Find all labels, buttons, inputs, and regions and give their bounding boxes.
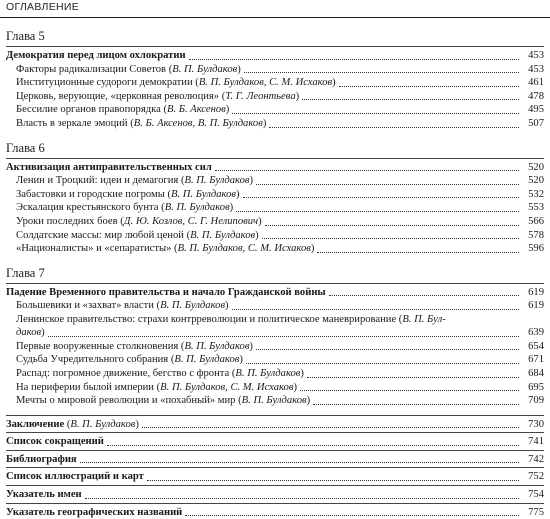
open-paren: ( <box>127 117 134 129</box>
open-paren: ( <box>64 418 71 430</box>
entry-divider <box>6 432 544 433</box>
dot-leader <box>313 394 519 405</box>
toc-entry[interactable] <box>6 381 544 395</box>
closing-paren: ) <box>239 354 243 366</box>
entry-authors: В. П. Булдаков, С. М. Исхаков <box>160 381 294 393</box>
dot-leader <box>185 505 519 516</box>
toc-entry[interactable] <box>6 174 544 188</box>
toc-entry[interactable] <box>6 188 544 202</box>
entry-authors: В. П. Булдаков <box>174 354 240 366</box>
dot-leader <box>307 367 519 378</box>
entry-authors: В. П. Булдаков, С. М. Исхаков <box>198 77 333 89</box>
entry-authors: В. П. Булдаков <box>235 367 301 379</box>
toc-entry[interactable] <box>6 90 544 104</box>
entry-title: Солдатские массы: мир любой ценой <box>16 229 184 241</box>
open-paren: ( <box>178 340 185 352</box>
entry-title: Ленин и Троцкий: идеи и демагогия <box>16 175 179 187</box>
entry-title: Заключение <box>6 418 65 430</box>
entry-title: Большевики и «захват» власти <box>16 300 154 312</box>
page-number: 752 <box>528 471 544 483</box>
open-paren: ( <box>158 202 165 214</box>
dot-leader <box>80 452 519 463</box>
closing-paren: ) <box>258 215 262 227</box>
dot-leader <box>232 299 519 310</box>
entry-title: На периферии былой империи <box>16 381 154 393</box>
dot-leader <box>142 417 519 428</box>
entry-title: Ленинское правительство: страхи контрреволюции и политическое маневрирование ( <box>16 313 403 325</box>
page-number: 578 <box>528 229 544 241</box>
closing-paren: ) <box>332 77 336 89</box>
entry-title: «Националисты» и «сепаратисты» <box>16 243 172 255</box>
dot-leader <box>339 76 519 87</box>
open-paren: ( <box>168 354 175 366</box>
spacer <box>6 131 544 139</box>
page-number: 619 <box>528 286 544 298</box>
toc-back-matter-entry[interactable] <box>6 418 544 432</box>
spacer <box>6 408 544 414</box>
dot-leader <box>215 160 519 171</box>
toc-entry[interactable] <box>6 117 544 131</box>
page-number: 461 <box>528 77 544 89</box>
entry-divider <box>6 450 544 451</box>
toc-entry[interactable] <box>6 215 544 229</box>
toc-entry[interactable] <box>6 103 544 117</box>
entry-divider <box>6 415 544 416</box>
entry-text <box>16 90 299 104</box>
entry-title: Уроки последних боев <box>16 215 118 227</box>
toc-back-matter-entry[interactable] <box>6 453 544 467</box>
dot-leader <box>329 285 519 296</box>
open-paren: ( <box>219 90 226 102</box>
toc-entry[interactable] <box>6 63 544 77</box>
table-of-contents <box>6 27 544 519</box>
closing-paren: ) <box>310 243 315 255</box>
entry-title: Факторы радикализации Советов <box>16 63 167 75</box>
page-number: 730 <box>528 418 544 430</box>
dot-leader <box>269 117 519 128</box>
entry-text <box>6 506 182 519</box>
entry-authors: Т. Г. Леонтьева <box>225 90 296 102</box>
page-number: 520 <box>528 161 544 173</box>
entry-title: Мечты о мировой революции и «похабный» мир <box>16 395 236 407</box>
page-number: 495 <box>528 104 544 116</box>
entry-title: Библиография <box>6 453 77 465</box>
closing-paren: ) <box>262 117 267 129</box>
page-header-title: ОГЛАВЛЕНИЕ <box>6 1 80 13</box>
dot-leader <box>48 326 519 337</box>
open-paren: ( <box>183 229 191 241</box>
entry-authors: В. П. Булдаков <box>70 418 136 430</box>
dot-leader <box>317 242 519 253</box>
entry-authors: В. П. Булдаков, С. М. Исхаков <box>177 243 311 255</box>
entry-text <box>16 381 297 395</box>
entry-title: Власть в зеркале эмоций <box>16 117 128 129</box>
toc-entry[interactable] <box>6 367 544 381</box>
entry-text <box>16 299 229 313</box>
dot-leader <box>232 103 519 114</box>
open-paren: ( <box>171 243 178 255</box>
page-number: 619 <box>528 300 544 312</box>
closing-paren: ) <box>229 202 234 214</box>
entry-authors: В. П. Булдаков <box>160 300 226 312</box>
entry-text <box>16 353 243 367</box>
entry-authors: В. П. Булдаков <box>172 63 238 75</box>
page-number: 741 <box>528 436 544 448</box>
dot-leader <box>107 435 519 446</box>
entry-authors: В. П. Бул- <box>402 313 446 325</box>
entry-divider <box>6 503 544 504</box>
open-paren: ( <box>153 300 161 312</box>
closing-paren: ) <box>249 175 253 187</box>
entry-text <box>6 435 104 449</box>
entry-title: Первые вооруженные столкновения <box>16 340 179 352</box>
page-number: 596 <box>528 243 544 255</box>
open-paren: ( <box>166 63 173 75</box>
closing-paren: ) <box>295 90 300 102</box>
entry-authors: В. Б. Аксенов, В. П. Булдаков <box>133 117 263 129</box>
dot-leader <box>256 174 519 185</box>
open-paren: ( <box>178 175 185 187</box>
entry-text <box>16 367 304 381</box>
dot-leader <box>236 201 519 212</box>
toc-entry[interactable] <box>6 299 544 313</box>
entry-authors: В. П. Булдаков <box>184 340 250 352</box>
page-number: 520 <box>528 175 544 187</box>
entry-divider <box>6 467 544 468</box>
page-number: 742 <box>528 453 544 465</box>
closing-paren: ) <box>41 327 45 339</box>
entry-authors: даков <box>16 327 42 339</box>
closing-paren: ) <box>237 63 241 75</box>
toc-back-matter-entry[interactable] <box>6 435 544 449</box>
entry-title: Судьба Учредительного собрания <box>16 354 169 366</box>
toc-section-entry[interactable] <box>6 161 544 175</box>
entry-text <box>16 103 229 117</box>
entry-authors: В. П. Булдаков <box>171 188 236 200</box>
entry-text <box>16 215 262 229</box>
page-number: 532 <box>528 188 544 200</box>
closing-paren: ) <box>306 395 311 407</box>
entry-title: Указатель имен <box>6 489 82 501</box>
toc-entry[interactable] <box>6 340 544 354</box>
entry-text <box>16 174 253 188</box>
chapter-divider <box>6 283 544 284</box>
entry-title: Эскалация крестьянского бунта <box>16 202 159 214</box>
toc-entry[interactable] <box>6 229 544 243</box>
entry-text <box>16 340 253 354</box>
entry-title: Институционные судороги демократии <box>16 77 193 89</box>
page-number: 709 <box>528 395 544 407</box>
closing-paren: ) <box>135 418 139 430</box>
closing-paren: ) <box>236 188 240 200</box>
toc-entry-line <box>16 326 544 339</box>
dot-leader <box>244 62 519 73</box>
closing-paren: ) <box>293 381 297 393</box>
toc-entry[interactable] <box>6 76 544 90</box>
spacer <box>6 256 544 264</box>
entry-text <box>16 242 314 256</box>
dot-leader <box>85 488 519 499</box>
entry-authors: В. П. Булдаков <box>241 395 307 407</box>
entry-text <box>16 188 240 202</box>
page-number: 654 <box>528 340 544 352</box>
chapter-title: Глава 7 <box>6 265 45 280</box>
page-number: 453 <box>528 50 544 61</box>
entry-title: Список сокращений <box>6 436 104 448</box>
entry-authors: В. П. Булдаков <box>164 202 230 214</box>
entry-title: Указатель географических названий <box>6 506 183 518</box>
page-number: 671 <box>528 354 544 366</box>
entry-title: Бессилие органов правопорядка <box>16 104 161 116</box>
page-number: 639 <box>528 327 544 339</box>
toc-back-matter-entry[interactable] <box>6 470 544 484</box>
open-paren: ( <box>117 215 124 227</box>
open-paren: ( <box>229 367 236 379</box>
closing-paren: ) <box>255 229 259 241</box>
toc-back-matter-entry[interactable] <box>6 506 544 519</box>
entry-text <box>16 229 259 243</box>
entry-text <box>6 418 139 432</box>
chapter-title: Глава 5 <box>6 29 45 43</box>
entry-text <box>16 394 310 408</box>
open-paren: ( <box>164 188 172 200</box>
closing-paren: ) <box>249 340 253 352</box>
section-title: Активизация антиправительственных сил <box>6 161 212 173</box>
entry-text <box>16 63 241 77</box>
section-title: Падение Временного правительства и начало Гражданской войны <box>6 286 326 298</box>
toc-section-entry[interactable] <box>6 49 544 63</box>
toc-section-entry[interactable] <box>6 286 544 300</box>
toc-entry[interactable] <box>6 353 544 367</box>
toc-entry[interactable] <box>6 242 544 256</box>
entry-authors: В. П. Булдаков <box>184 175 250 187</box>
closing-paren: ) <box>225 104 230 116</box>
page-number: 507 <box>528 117 544 129</box>
entry-text <box>16 201 233 215</box>
dot-leader <box>243 187 519 198</box>
entry-title: Распад: погромное движение, бегство с фронта <box>16 367 230 379</box>
dot-leader <box>256 339 519 350</box>
dot-leader <box>302 89 519 100</box>
toc-entry[interactable] <box>6 394 544 408</box>
page-number: 566 <box>528 215 544 227</box>
page-number: 478 <box>528 90 544 102</box>
entry-divider <box>6 485 544 486</box>
dot-leader <box>262 228 519 239</box>
dot-leader <box>246 353 519 364</box>
toc-entry[interactable] <box>6 313 544 340</box>
chapter-divider <box>6 158 544 159</box>
chapter-divider <box>6 46 544 47</box>
dot-leader <box>300 380 519 391</box>
open-paren: ( <box>192 77 199 89</box>
entry-text <box>6 453 77 467</box>
page-number: 684 <box>528 367 544 379</box>
dot-leader <box>189 49 519 60</box>
entry-title: Забастовки и городские погромы <box>16 188 165 200</box>
dot-leader <box>265 215 519 226</box>
page-number: 553 <box>528 202 544 214</box>
closing-paren: ) <box>300 367 304 379</box>
toc-entry-line <box>16 313 544 326</box>
entry-title: Список иллюстраций и карт <box>6 471 144 483</box>
entry-authors: Д. Ю. Козлов, С. Г. Нелипович <box>123 215 259 227</box>
page-number: 453 <box>528 63 544 75</box>
entry-text <box>6 470 144 484</box>
entry-authors: В. Б. Аксенов <box>166 104 226 116</box>
entry-authors: В. П. Булдаков <box>190 229 256 241</box>
entry-text <box>16 117 266 131</box>
page-number: 754 <box>528 489 544 501</box>
entry-title: Церковь, верующие, «церковная революция» <box>16 90 220 102</box>
header-divider <box>0 17 550 18</box>
entry-text <box>16 76 336 90</box>
dot-leader <box>147 470 519 481</box>
closing-paren: ) <box>225 300 229 312</box>
section-title: Демократия перед лицом охлократии <box>6 50 186 61</box>
chapter-title: Глава 6 <box>6 140 45 155</box>
page-number: 695 <box>528 381 544 393</box>
open-paren: ( <box>235 395 242 407</box>
page-number: 775 <box>528 506 544 518</box>
open-paren: ( <box>153 381 161 393</box>
toc-entry[interactable] <box>6 201 544 215</box>
open-paren: ( <box>160 104 167 116</box>
